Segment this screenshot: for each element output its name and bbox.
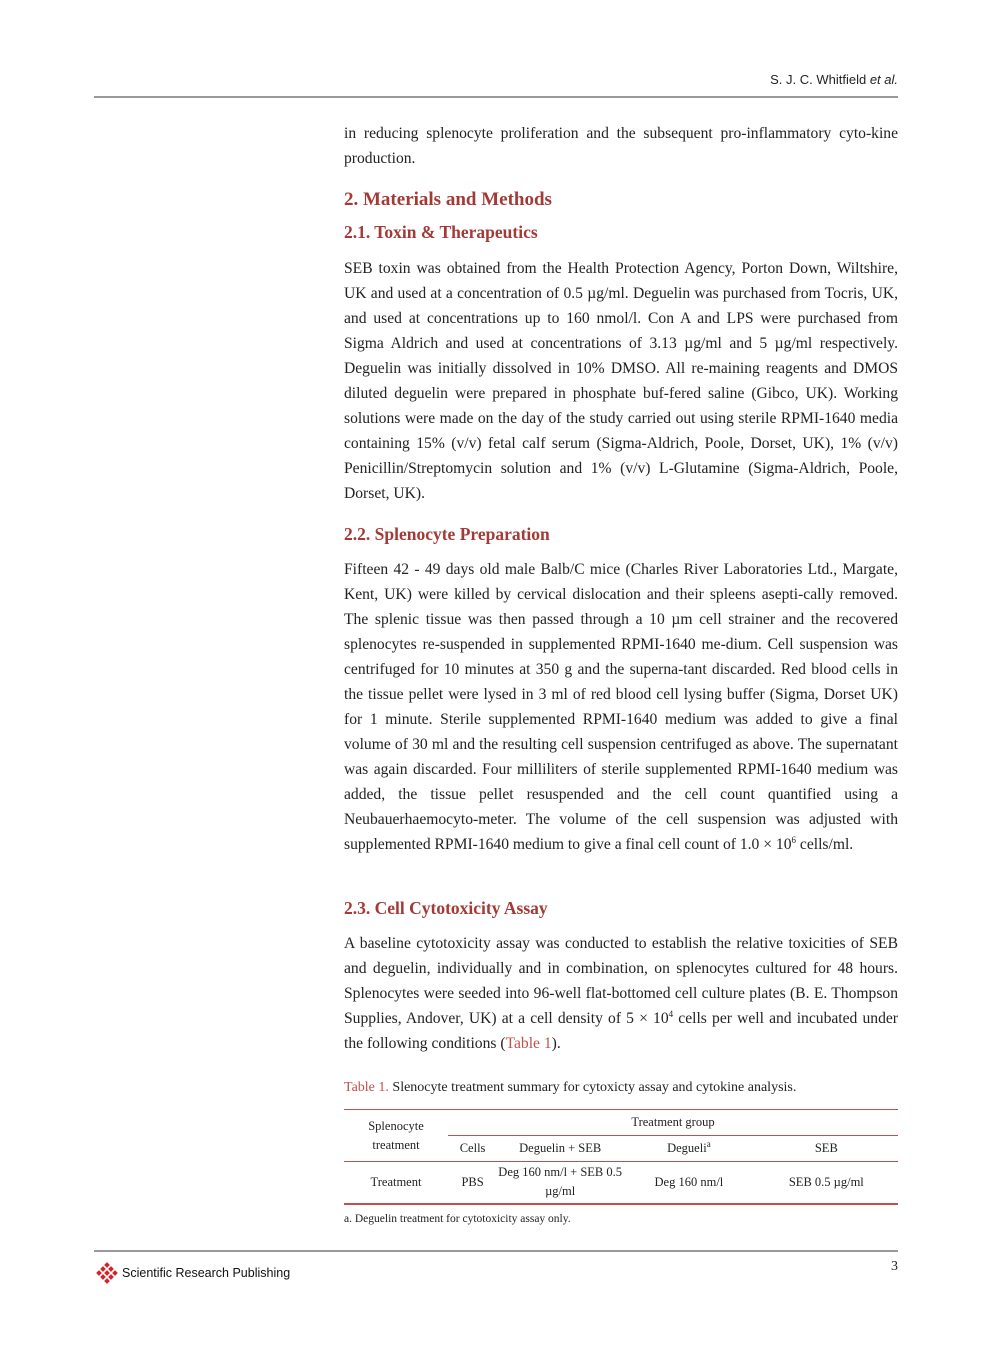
table-label: Table 1. — [344, 1080, 389, 1095]
page-number: 3 — [891, 1259, 898, 1274]
section-heading: 2. Materials and Methods — [344, 189, 552, 210]
table-cell: Deg 160 nm/l — [654, 1174, 724, 1189]
splenocyte-paragraph — [344, 557, 898, 857]
column-header: SEB — [814, 1141, 838, 1155]
treatment-table — [344, 1109, 898, 1205]
table-cell: PBS — [461, 1174, 484, 1189]
subsection-heading: 2.2. Splenocyte Preparation — [344, 524, 550, 544]
subsection-heading: 2.1. Toxin & Therapeutics — [344, 222, 538, 242]
publisher-logo[interactable] — [96, 1262, 290, 1284]
header-rule — [94, 96, 898, 98]
table-link[interactable]: Table 1 — [505, 1035, 552, 1052]
toxin-paragraph: SEB toxin was obtained from the Health Protection Agency, Porton Down, Wiltshire, UK and used at a concentration of 0.5 µg/ml. Deguelin was purchased from Tocris, UK, and used at concentrations up to 160 nmol/l. Con A and LPS were purchased from Sigma Aldrich and used at concentrations of 3.13 µg/ml and 5 µg/ml respectively. Deguelin was initially dissolved in 10% DMSO. All re-maining reagents and DMOS diluted deguelin were prepared in phosphate buf-fered saline (Gibco, UK). Working solutions were made on the day of the study carried out using sterile RPMI-1640 media containing 15% (v/v) fetal calf serum (Sigma-Aldrich, Poole, Dorset, UK), 1% (v/v) Penicillin/Streptomycin solution and 1% (v/v) L-Glutamine (Sigma-Aldrich, Poole, Dorset, UK). — [344, 260, 898, 502]
row-label: Treatment — [370, 1174, 422, 1189]
text: A baseline cytotoxicity assay was conducted to establish the relative toxicities of SEB and deguelin, individually and in combination, on splenocytes cultured for 48 hours. Splenocytes were seeded into 96-well flat-bottomed cell culture plates (B. E. Thompson Supplies, Andover, UK) at a cell density of 5 × 10 — [344, 935, 898, 1027]
table-cell: SEB 0.5 µg/ml — [788, 1174, 864, 1189]
text: ). — [551, 1035, 561, 1052]
publisher-logo-icon — [96, 1262, 118, 1284]
superscript: 6 — [791, 834, 797, 845]
header-authors: S. J. C. Whitfield — [770, 72, 867, 87]
row-header: Splenocyte treatment — [344, 1110, 448, 1162]
footer-rule — [94, 1250, 898, 1252]
table-footnote: a. Deguelin treatment for cytotoxicity assay only. — [344, 1213, 571, 1225]
subsection-heading: 2.3. Cell Cytotoxicity Assay — [344, 898, 548, 918]
caption-text: Slenocyte treatment summary for cytoxicty assay and cytokine analysis. — [388, 1080, 797, 1095]
column-label: Degueli — [667, 1141, 707, 1155]
intro-text: in reducing splenocyte proliferation and the subsequent pro-inflammatory cyto-kine production. — [344, 125, 898, 167]
intro-paragraph — [344, 121, 898, 171]
superscript: 4 — [668, 1008, 674, 1019]
column-header: Deguelin + SEB — [519, 1141, 602, 1155]
text: Fifteen 42 - 49 days old male Balb/C mice (Charles River Laboratories Ltd., Margate, Kent, UK) were killed by cervical dislocation and their spleens asepti-cally removed. The splenic tissue was then passed through a 10 µm cell strainer and the recovered splenocytes re-suspended in supplemented RPMI-1640 me-dium. Cell suspension was centrifuged for 10 minutes at 350 g and the superna-tant discarded. Red blood cells in the tissue pellet were lysed in 3 ml of red blood cell lysing buffer (Sigma, Dorset UK) for 1 minute. Sterile supplemented RPMI-1640 medium was added to give a final volume of 30 ml and the resulting cell suspension centrifuged as above. The supernatant was again discarded. Four milliliters of sterile supplemented RPMI-1640 medium was added, the tissue pellet resuspended and the cell count quantified using a Neubauerhaemocyto-meter. The volume of the cell suspension was adjusted with supplemented RPMI-1640 medium to give a final cell count of 1.0 × 10 — [344, 561, 898, 853]
running-header — [770, 72, 898, 87]
publisher-name: Scientific Research Publishing — [122, 1266, 291, 1280]
group-header: Treatment group — [448, 1110, 898, 1136]
text: cells/ml. — [796, 836, 854, 853]
text: cells per well and incubated under the following conditions ( — [344, 1010, 898, 1052]
column-header: Cells — [459, 1141, 486, 1155]
table-caption — [344, 1080, 898, 1096]
table-cell: Deg 160 nm/l + SEB 0.5 µg/ml — [498, 1165, 623, 1199]
header-etal: et al. — [869, 72, 898, 87]
column-header — [623, 1136, 755, 1162]
cytotoxicity-paragraph — [344, 931, 898, 1056]
footnote-marker: a — [706, 1138, 711, 1149]
